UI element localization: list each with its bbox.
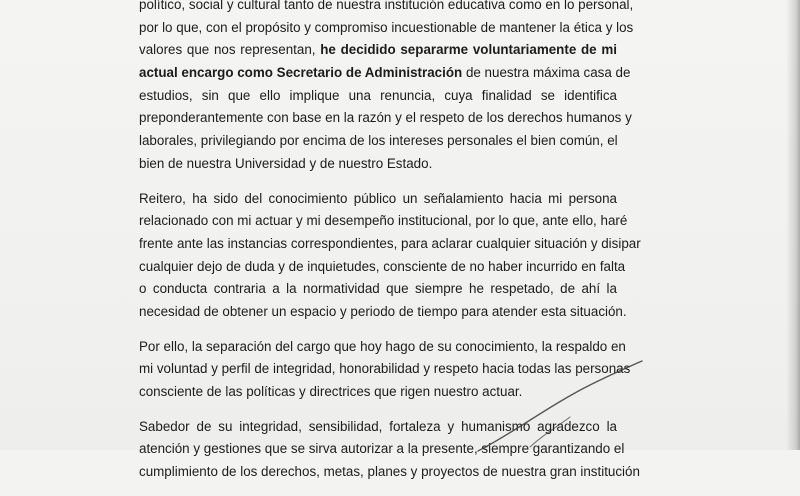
text-run: cumplimiento de los derechos, metas, planes y proyectos de nuestra gran institución [139,464,640,480]
bold-text-run: actual encargo como Secretario de Administración [139,65,463,81]
text-run: de nuestra máxima casa de [462,65,631,81]
text-run: necesidad de obtener un espacio y periodo de tiempo para atender esta situación. [139,303,627,319]
text-line [139,301,627,324]
bold-text-run: he decidido separarme voluntariamente de mi [320,42,617,58]
text-line [139,130,617,153]
text-run: laborales, privilegiando por encima de los intereses personales el bien común, el [139,133,618,149]
paragraph [139,336,631,404]
text-run: consciente de las políticas y directrices que rigen nuestro actuar. [139,384,523,399]
text-line [139,107,632,130]
text-run: mi voluntad y perfil de integridad, honorabilidad y respeto hacia todas las personas [139,361,631,377]
paragraph [139,0,634,176]
text-run: Reitero, ha sido del conocimiento público un señalamiento hacia mi persona [139,190,617,206]
text-run: Por ello, la separación del cargo que hoy hago de su conocimiento, la respaldo en [139,338,626,354]
page-edge-shadow [786,0,800,450]
text-line [139,336,626,359]
text-run: estudios, sin que ello implique una renuncia, cuya finalidad se identifica [139,87,617,103]
text-run: preponderantemente con base en la razón y el respeto de los derechos humanos y [139,110,632,126]
text-line [139,278,617,301]
text-run: bien de nuestra Universidad y de nuestro Estado. [139,155,433,171]
text-line [139,62,631,85]
text-run: o conducta contraria a la normatividad que siempre he respetado, de ahí la [139,281,617,297]
text-line [139,85,617,108]
text-line [139,233,641,256]
text-run: atención y gestiones que se sirva autorizar a la presente, siempre garantizando el [139,441,625,457]
text-line [139,461,640,484]
text-line [139,188,617,211]
paragraph [139,416,640,484]
text-run: por lo que, con el propósito y compromiso incuestionable de mantener la ética y los [139,19,634,35]
text-line [139,210,628,233]
text-line [139,381,617,404]
text-run: cualquier dejo de duda y de inquietudes, consciente de no haber incurrido en falta [139,258,626,274]
text-line [139,39,617,62]
text-line [139,153,617,176]
text-line [139,438,625,461]
text-run: político, social y cultural tanto de nuestra institución educativa como en lo personal, [139,0,634,12]
text-line [139,358,631,381]
text-line [139,256,626,279]
text-line [139,17,634,40]
text-run: relacionado con mi actuar y mi desempeño institucional, por lo que, ante ello, haré [139,213,628,229]
text-run: Sabedor de su integridad, sensibilidad, fortaleza y humanismo agradezco la [139,418,617,434]
text-run: valores que nos representan, [139,42,321,58]
text-line [139,416,617,439]
paragraph [139,188,641,324]
text-run: frente ante las instancias correspondientes, para aclarar cualquier situación y disipar [139,235,641,251]
text-line [139,0,634,17]
letter-body [139,0,641,496]
